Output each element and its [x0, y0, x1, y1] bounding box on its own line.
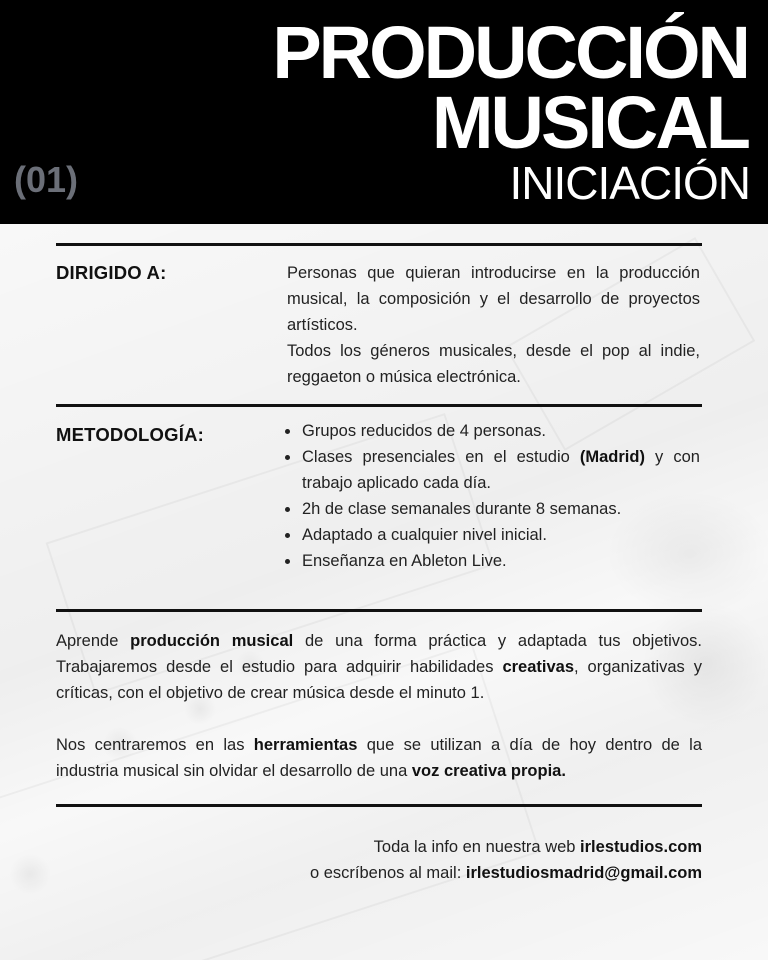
divider	[56, 404, 702, 407]
list-item: Adaptado a cualquier nivel inicial.	[282, 522, 700, 548]
metodologia-list	[282, 418, 700, 574]
description-paragraph-1: Aprende producción musical de una forma práctica y adaptada tus objetivos. Trabajaremos desde el estudio para adquirir habilidades creativas, organizativas y críticas, con el objetivo de crear música desde el minuto 1.	[56, 632, 702, 702]
web-line: Toda la info en nuestra web irlestudios.com	[373, 838, 702, 856]
location-highlight: (Madrid)	[579, 448, 645, 466]
list-item: Enseñanza en Ableton Live.	[282, 548, 700, 574]
content-area	[0, 224, 768, 960]
divider	[56, 804, 702, 807]
dirigido-label: DIRIGIDO A:	[56, 262, 167, 283]
title-line-2: MUSICAL	[431, 81, 748, 164]
title-line-1: PRODUCCIÓN	[272, 11, 748, 94]
metodologia-label: METODOLOGÍA:	[56, 424, 204, 445]
list-item: Grupos reducidos de 4 personas.	[282, 418, 700, 444]
description-paragraph-2: Nos centraremos en las herramientas que se utilizan a día de hoy dentro de la industria musical sin olvidar el desarrollo de una voz creativa propia.	[56, 736, 702, 780]
mail-line: o escríbenos al mail: irlestudiosmadrid@gmail.com	[309, 864, 702, 882]
course-number: (01)	[14, 159, 79, 200]
list-item: Clases presenciales en el estudio (Madrid) y con trabajo aplicado cada día.	[282, 444, 700, 496]
website-link[interactable]: irlestudios.com	[580, 838, 702, 856]
list-item: 2h de clase semanales durante 8 semanas.	[282, 496, 700, 522]
dirigido-paragraph: Personas que quieran introducirse en la producción musical, la composición y el desarrollo de proyectos artísticos.	[287, 264, 700, 334]
email-link[interactable]: irlestudiosmadrid@gmail.com	[465, 864, 702, 882]
dirigido-paragraph: Todos los géneros musicales, desde el pop al indie, reggaeton o música electrónica.	[287, 342, 700, 386]
dirigido-body	[287, 260, 700, 390]
divider	[56, 609, 702, 612]
header-banner	[0, 0, 768, 224]
subtitle: INICIACIÓN	[509, 157, 750, 209]
divider	[56, 243, 702, 246]
contact-info	[310, 834, 702, 886]
